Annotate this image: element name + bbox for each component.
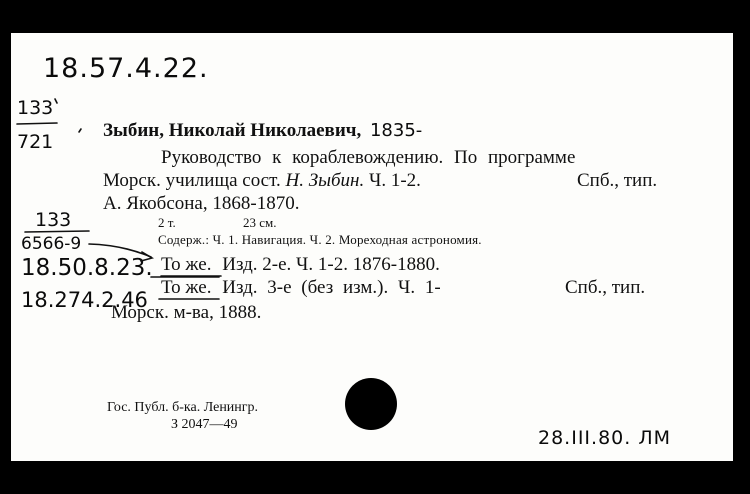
edition-2-same: То же.: [161, 254, 212, 275]
arrow-line: [89, 244, 151, 257]
call-number-2: 18.50.8.23.: [21, 255, 153, 281]
shelf-mark-2-bar: [25, 231, 89, 232]
date-stamp: 28.III.80. ЛМ: [538, 427, 672, 449]
edition-3-line-2: Морск. м-ва, 1888.: [111, 302, 262, 323]
call-number-3: 18.274.2.46: [21, 288, 148, 312]
contents-note: Содерж.: Ч. 1. Навигация. Ч. 2. Мореходная астрономия.: [158, 232, 482, 247]
catalog-card: [11, 33, 733, 461]
edition-3-place: Спб., тип.: [565, 277, 646, 298]
volumes: 2 т.: [158, 215, 176, 230]
shelf-mark-2-bottom: 6566-9: [21, 234, 82, 254]
handwritten-marks: [11, 33, 733, 461]
order-number: З 2047—49: [171, 417, 238, 432]
edition-3-same: То же.: [161, 277, 212, 298]
call-number-top: 18.57.4.22.: [43, 53, 209, 84]
shelf-mark-1-bar: [17, 123, 57, 124]
title-place: Спб., тип.: [577, 170, 658, 191]
title-author-italic: Н. Зыбин.: [285, 170, 365, 191]
library-stamp: Гос. Публ. б-ка. Ленингр.: [107, 400, 259, 415]
title-line-2-pre: Морск. училища сост.: [103, 170, 286, 191]
edition-2-text: Изд. 2-е. Ч. 1-2. 1876-1880.: [222, 254, 440, 275]
shelf-mark-1-bottom: 721: [17, 131, 54, 153]
title-line-2-post: Ч. 1-2.: [364, 170, 421, 191]
author-name: Зыбин, Николай Николаевич,: [103, 120, 362, 141]
author-years: 1835-: [369, 120, 423, 141]
edition-3-text: Изд. 3-е (без изм.). Ч. 1-: [222, 277, 441, 298]
shelf-mark-2-top: 133: [35, 209, 72, 231]
title-line-1: Руководство к кораблевождению. По программе: [161, 147, 576, 168]
size: 23 см.: [243, 215, 277, 230]
title-line-3: А. Якобсона, 1868-1870.: [103, 193, 300, 214]
shelf-mark-1-top: 133: [17, 97, 54, 119]
